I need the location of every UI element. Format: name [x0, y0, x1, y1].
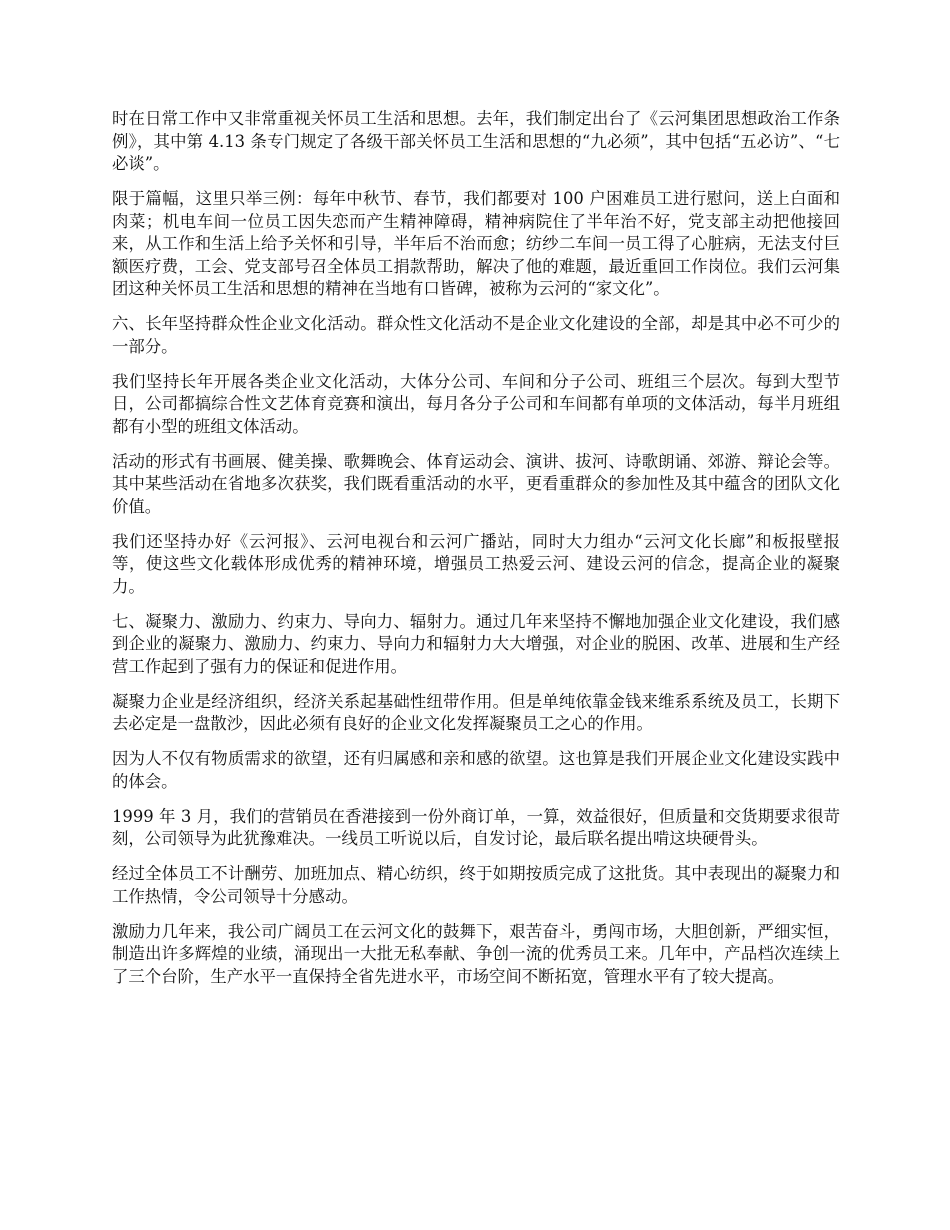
paragraph: 七、凝聚力、激励力、约束力、导向力、辐射力。通过几年来坚持不懈地加强企业文化建设，我们感到企业的凝聚力、激励力、约束力、导向力和辐射力大大增强，对企业的脱困、改革、进展和生产经营工作起到了强有力的保证和促进作用。: [112, 611, 840, 676]
paragraph: 我们还坚持办好《云河报》、云河电视台和云河广播站，同时大力组办“云河文化长廊”和板报壁报等，使这些文化载体形成优秀的精神环境，增强员工热爱云河、建设云河的信念，提高企业的凝聚力。: [112, 531, 840, 596]
paragraph: 六、长年坚持群众性企业文化活动。群众性文化活动不是企业文化建设的全部，却是其中必不可少的一部分。: [112, 314, 840, 356]
paragraph: 经过全体员工不计酬劳、加班加点、精心纺织，终于如期按质完成了这批货。其中表现出的凝聚力和工作热情，令公司领导十分感动。: [112, 864, 840, 906]
paragraph: 活动的形式有书画展、健美操、歌舞晚会、体育运动会、演讲、拔河、诗歌朗诵、郊游、辩论会等。其中某些活动在省地多次获奖，我们既看重活动的水平，更看重群众的参加性及其中蕴含的团队文化价值。: [112, 451, 840, 516]
paragraph: 凝聚力企业是经济组织，经济关系起基础性纽带作用。但是单纯依靠金钱来维系系统及员工，长期下去必定是一盘散沙，因此必须有良好的企业文化发挥凝聚员工之心的作用。: [112, 691, 840, 733]
paragraph: 时在日常工作中又非常重视关怀员工生活和思想。去年，我们制定出台了《云河集团思想政治工作条例》，其中第 4.13 条专门规定了各级干部关怀员工生活和思想的“九必须”，其中包括“五必访”、“七必谈”。: [112, 109, 840, 173]
paragraph: 因为人不仅有物质需求的欲望，还有归属感和亲和感的欲望。这也算是我们开展企业文化建设实践中的体会。: [112, 749, 840, 791]
paragraph: 我们坚持长年开展各类企业文化活动，大体分公司、车间和分子公司、班组三个层次。每到大型节日，公司都搞综合性文艺体育竞赛和演出，每月各分子公司和车间都有单项的文体活动，每半月班组都有小型的班组文体活动。: [112, 371, 840, 436]
paragraph: 激励力几年来，我公司广阔员工在云河文化的鼓舞下，艰苦奋斗，勇闯市场，大胆创新，严细实恒，制造出许多辉煌的业绩，涌现出一大批无私奉献、争创一流的优秀员工来。几年中，产品档次连续上了三个台阶，生产水平一直保持全省先进水平，市场空间不断拓宽，管理水平有了较大提高。: [112, 921, 840, 986]
paragraph: 1999 年 3 月，我们的营销员在香港接到一份外商订单，一算，效益很好，但质量和交货期要求很苛刻，公司领导为此犹豫难决。一线员工听说以后，自发讨论，最后联名提出啃这块硬骨头。: [112, 806, 840, 848]
document-page: [112, 108, 840, 1001]
paragraph: 限于篇幅，这里只举三例：每年中秋节、春节，我们都要对 100 户困难员工进行慰问，送上白面和肉菜；机电车间一位员工因失恋而产生精神障碍，精神病院住了半年治不好，党支部主动把他接回来，从工作和生活上给予关怀和引导，半年后不治而愈；纺纱二车间一员工得了心脏病，无法支付巨额医疗费，工会、党支部号召全体员工捐款帮助，解决了他的难题，最近重回工作岗位。我们云河集团这种关怀员工生活和思想的精神在当地有口皆碑，被称为云河的“家文化”。: [112, 189, 840, 298]
